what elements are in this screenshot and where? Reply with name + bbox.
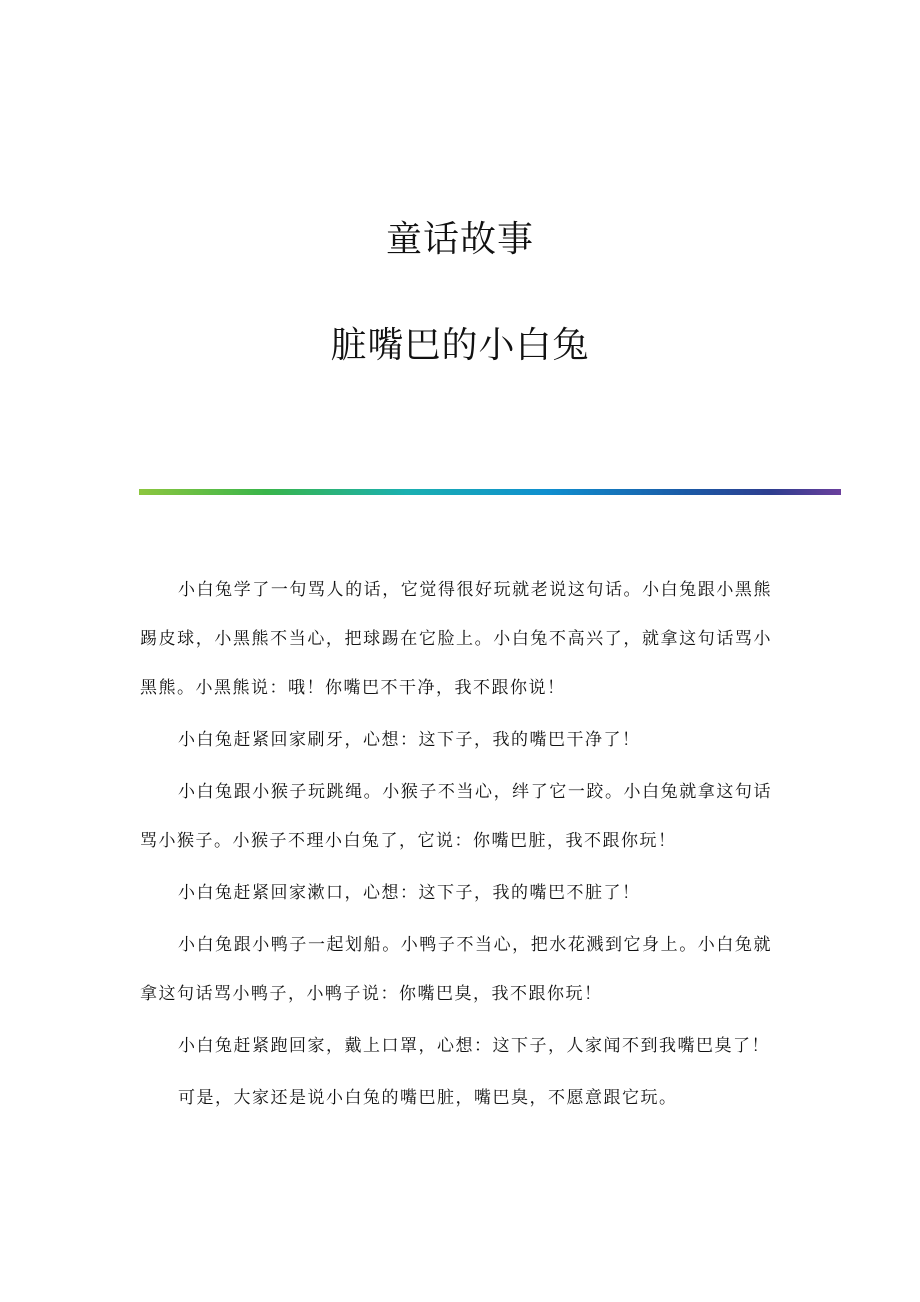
story-paragraph: 小白兔学了一句骂人的话，它觉得很好玩就老说这句话。小白兔跟小黑熊踢皮球，小黑熊不当心，把球踢在它脸上。小白兔不高兴了，就拿这句话骂小黑熊。小黑熊说：哦！你嘴巴不干净，我不跟你说！: [140, 580, 772, 698]
story-paragraph: 小白兔跟小猴子玩跳绳。小猴子不当心，绊了它一跤。小白兔就拿这句话骂小猴子。小猴子不理小白兔了，它说：你嘴巴脏，我不跟你玩！: [140, 782, 772, 851]
story-paragraph: 小白兔赶紧回家漱口，心想：这下子，我的嘴巴不脏了！: [178, 883, 641, 903]
story-paragraph: 小白兔跟小鸭子一起划船。小鸭子不当心，把水花溅到它身上。小白兔就拿这句话骂小鸭子，小鸭子说：你嘴巴臭，我不跟你玩！: [140, 935, 772, 1004]
story-paragraph: 小白兔赶紧跑回家，戴上口罩，心想：这下子，人家闻不到我嘴巴臭了！: [178, 1036, 770, 1056]
gradient-divider: [139, 489, 841, 495]
story-paragraph: 小白兔赶紧回家刷牙，心想：这下子，我的嘴巴干净了！: [178, 730, 641, 750]
document-title: 童话故事: [385, 219, 534, 260]
story-body: [140, 566, 772, 1126]
story-paragraph: 可是，大家还是说小白兔的嘴巴脏，嘴巴臭，不愿意跟它玩。: [178, 1088, 678, 1108]
document-subtitle: 脏嘴巴的小白兔: [330, 325, 590, 366]
